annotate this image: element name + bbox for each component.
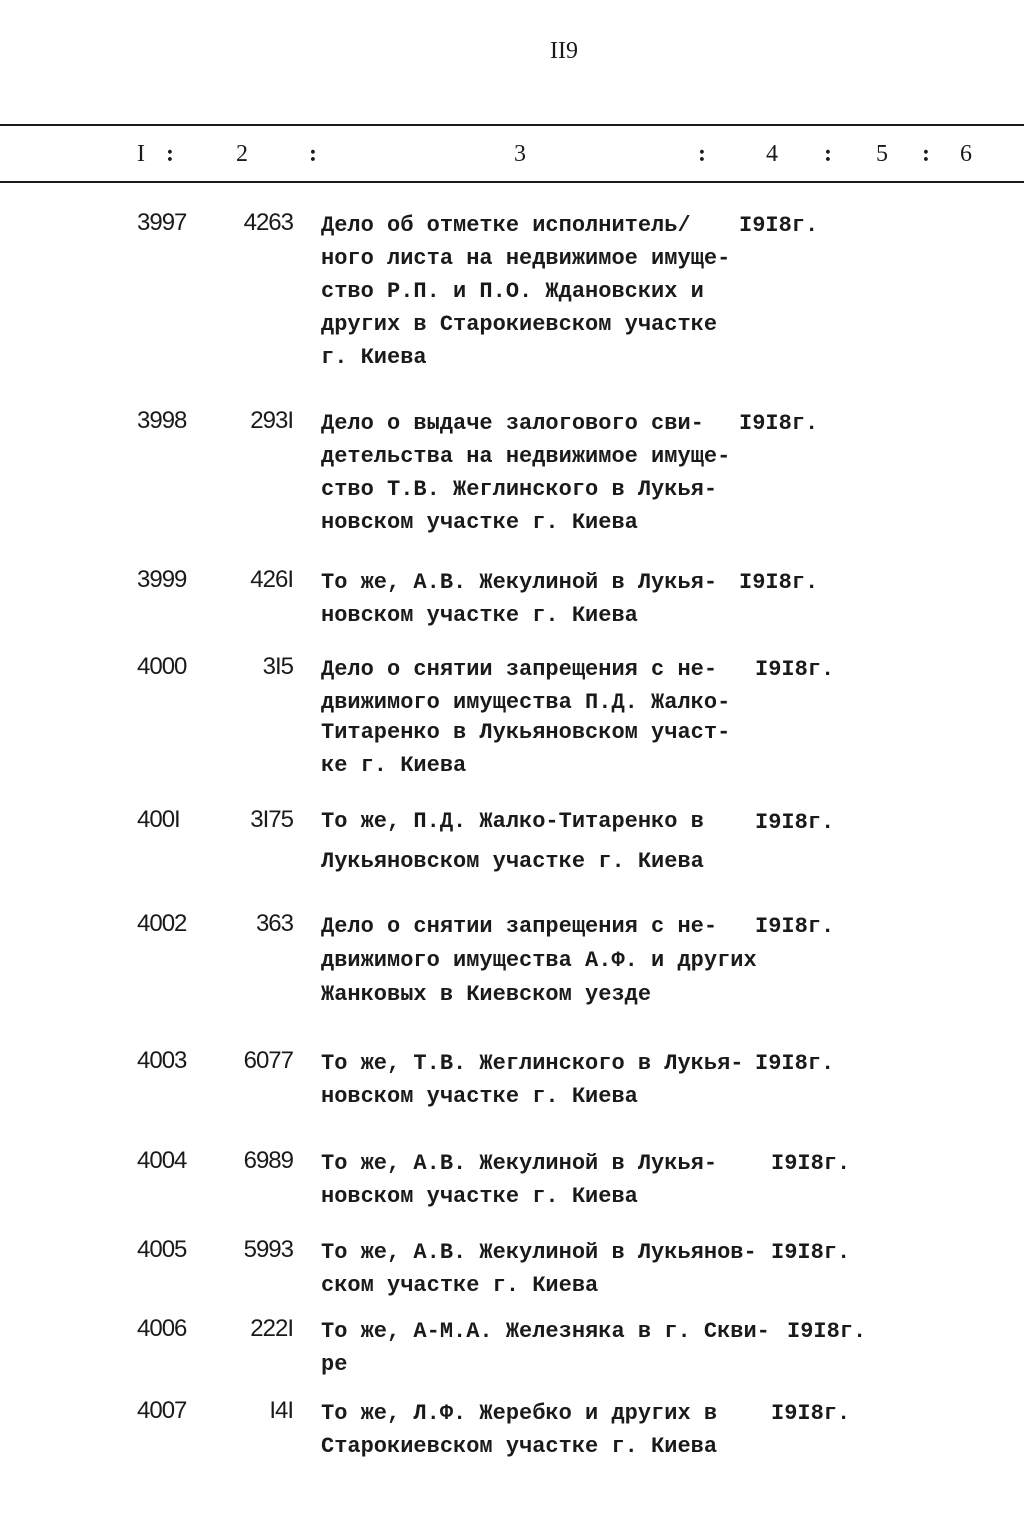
case-description bbox=[321, 566, 761, 632]
column-header-4: 4 bbox=[766, 141, 778, 167]
old-number: I4I bbox=[269, 1397, 293, 1424]
description-line: движимого имущества П.Д. Жалко- bbox=[321, 690, 731, 715]
inventory-number: 4006 bbox=[137, 1315, 187, 1342]
description-line: Дело о снятии запрещения с не- bbox=[321, 914, 718, 939]
description-line: То же, А.В. Жекулиной в Лукья- bbox=[321, 1151, 718, 1176]
case-description bbox=[321, 653, 761, 782]
inventory-number: 4000 bbox=[137, 653, 187, 680]
old-number: 5993 bbox=[243, 1236, 293, 1263]
description-line: новском участке г. Киева bbox=[321, 1084, 638, 1109]
description-line: Титаренко в Лукьяновском участ- bbox=[321, 720, 731, 745]
column-separator: : bbox=[824, 141, 832, 167]
column-header-3: 3 bbox=[514, 141, 526, 167]
old-number: 3I5 bbox=[262, 653, 293, 680]
case-date: I9I8г. bbox=[739, 213, 819, 238]
inventory-number: 400I bbox=[137, 806, 180, 833]
description-line: Дело о снятии запрещения с не- bbox=[321, 657, 718, 682]
description-line: Лукьяновском участке г. Киева bbox=[321, 849, 704, 874]
inventory-number: 4007 bbox=[137, 1397, 187, 1424]
description-line: детельства на недвижимое имуще- bbox=[321, 444, 731, 469]
case-description bbox=[321, 407, 761, 539]
case-date: I9I8г. bbox=[739, 411, 819, 436]
column-separator: : bbox=[922, 141, 930, 167]
description-line: других в Старокиевском участке bbox=[321, 312, 718, 337]
column-header-2: 2 bbox=[236, 141, 248, 167]
case-date: I9I8г. bbox=[755, 810, 835, 835]
column-separator: : bbox=[309, 141, 317, 167]
description-line: Жанковых в Киевском уезде bbox=[321, 982, 652, 1007]
description-line: ство Р.П. и П.О. Ждановских и bbox=[321, 279, 704, 304]
case-description bbox=[321, 1315, 770, 1381]
description-line: ке г. Киева bbox=[321, 753, 467, 778]
inventory-number: 3999 bbox=[137, 566, 187, 593]
case-date: I9I8г. bbox=[755, 657, 835, 682]
description-line: То же, П.Д. Жалко-Титаренко в bbox=[321, 809, 704, 834]
column-separator: : bbox=[166, 141, 174, 167]
description-line: То же, А.В. Жекулиной в Лукьянов- bbox=[321, 1240, 757, 1265]
header-bottom-rule bbox=[0, 181, 1024, 183]
description-line: ного листа на недвижимое имуще- bbox=[321, 246, 731, 271]
page-number: II9 bbox=[550, 38, 578, 64]
description-line: движимого имущества А.Ф. и других bbox=[321, 948, 757, 973]
inventory-number: 4002 bbox=[137, 910, 187, 937]
inventory-number: 4004 bbox=[137, 1147, 187, 1174]
case-description bbox=[321, 802, 761, 882]
column-separator: : bbox=[698, 141, 706, 167]
case-date: I9I8г. bbox=[787, 1319, 867, 1344]
description-line: ском участке г. Киева bbox=[321, 1273, 599, 1298]
inventory-number: 4003 bbox=[137, 1047, 187, 1074]
case-date: I9I8г. bbox=[771, 1151, 851, 1176]
case-date: I9I8г. bbox=[739, 570, 819, 595]
inventory-number: 3998 bbox=[137, 407, 187, 434]
description-line: Старокиевском участке г. Киева bbox=[321, 1434, 718, 1459]
description-line: Дело о выдаче залогового сви- bbox=[321, 411, 704, 436]
description-line: Дело об отметке исполнитель/ bbox=[321, 213, 691, 238]
old-number: 6077 bbox=[243, 1047, 293, 1074]
case-date: I9I8г. bbox=[771, 1240, 851, 1265]
old-number: 426I bbox=[250, 566, 293, 593]
case-description bbox=[321, 1397, 761, 1463]
description-line: новском участке г. Киева bbox=[321, 510, 638, 535]
case-date: I9I8г. bbox=[755, 1051, 835, 1076]
description-line: То же, А-М.А. Железняка в г. Скви- bbox=[321, 1319, 770, 1344]
case-description bbox=[321, 209, 761, 374]
column-header-1: I bbox=[137, 141, 145, 167]
old-number: 4263 bbox=[243, 209, 293, 236]
description-line: новском участке г. Киева bbox=[321, 1184, 638, 1209]
description-line: ре bbox=[321, 1352, 348, 1377]
old-number: 3I75 bbox=[250, 806, 293, 833]
description-line: То же, А.В. Жекулиной в Лукья- bbox=[321, 570, 718, 595]
column-header-6: 6 bbox=[960, 141, 972, 167]
case-description bbox=[321, 910, 761, 1012]
case-description bbox=[321, 1236, 761, 1302]
description-line: г. Киева bbox=[321, 345, 427, 370]
inventory-number: 3997 bbox=[137, 209, 187, 236]
header-top-rule bbox=[0, 124, 1024, 126]
case-date: I9I8г. bbox=[771, 1401, 851, 1426]
old-number: 293I bbox=[250, 407, 293, 434]
description-line: То же, Т.В. Жеглинского в Лукья- bbox=[321, 1051, 744, 1076]
old-number: 222I bbox=[250, 1315, 293, 1342]
case-date: I9I8г. bbox=[755, 914, 835, 939]
old-number: 6989 bbox=[243, 1147, 293, 1174]
old-number: 363 bbox=[255, 910, 293, 937]
description-line: ство Т.В. Жеглинского в Лукья- bbox=[321, 477, 718, 502]
inventory-number: 4005 bbox=[137, 1236, 187, 1263]
case-description bbox=[321, 1147, 761, 1213]
column-header-5: 5 bbox=[876, 141, 888, 167]
description-line: То же, Л.Ф. Жеребко и других в bbox=[321, 1401, 718, 1426]
description-line: новском участке г. Киева bbox=[321, 603, 638, 628]
case-description bbox=[321, 1047, 761, 1113]
